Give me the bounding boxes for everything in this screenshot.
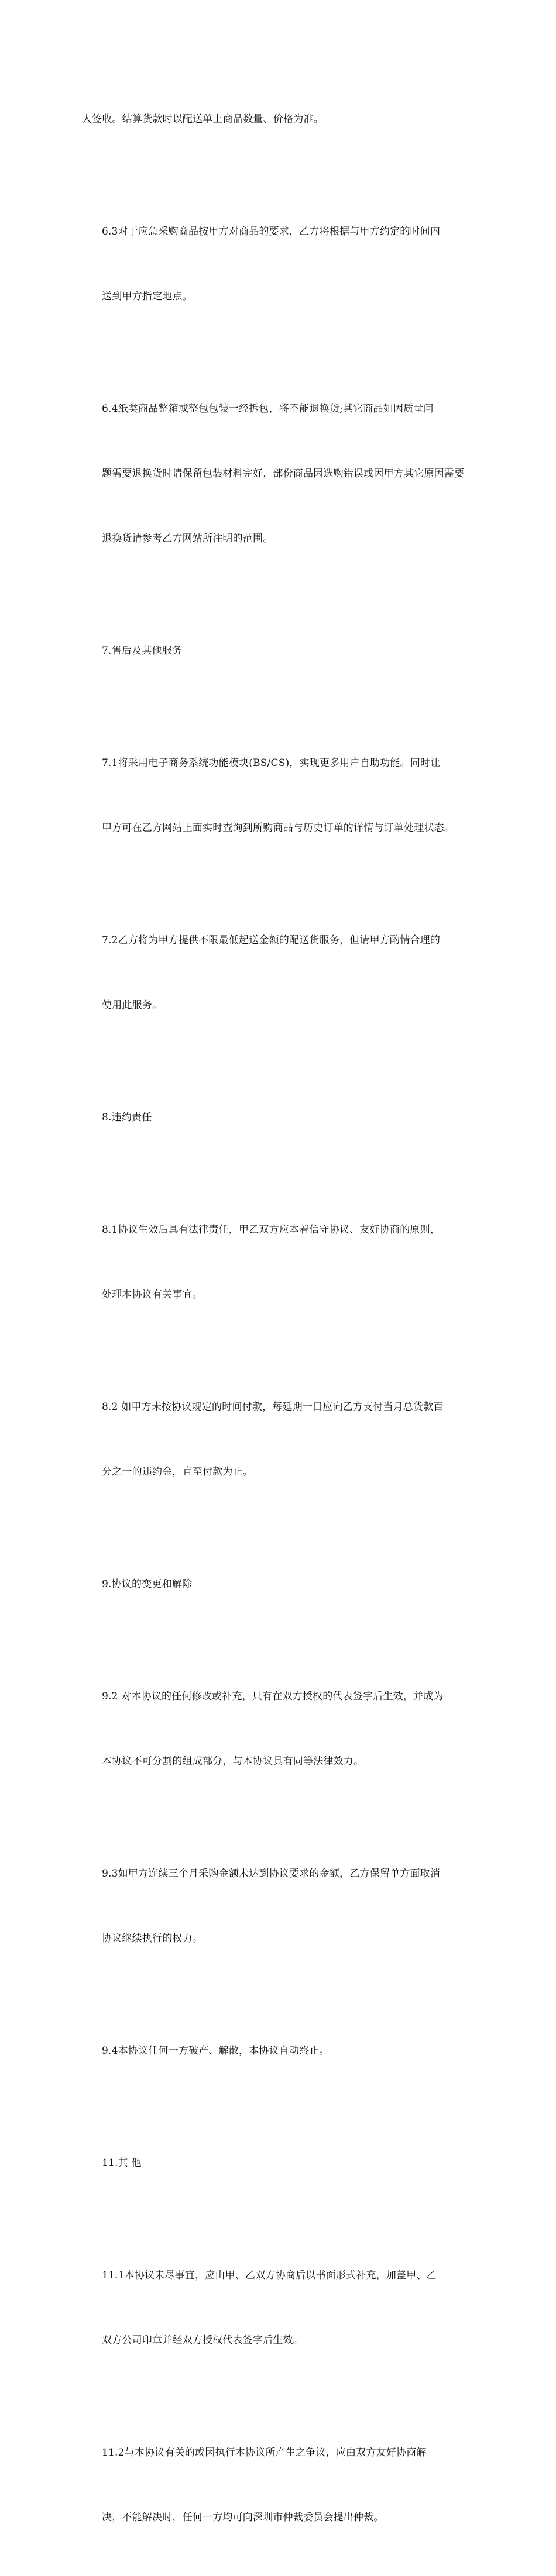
- paragraph-1: [82, 65, 480, 174]
- section-8-heading-text: 8.违约责任: [102, 1112, 152, 1123]
- paragraph-11-2-line-2: 决，不能解决时，任何一方均可向深圳市仲裁委员会提出仲裁。: [102, 2512, 384, 2523]
- paragraph-9-2-line-2: 本协议不可分割的组成部分，与本协议具有同等法律效力。: [102, 1756, 364, 1767]
- paragraph-6-3: [82, 178, 480, 351]
- paragraph-7-2: [82, 887, 480, 1060]
- paragraph-9-4-line-1: 9.4本协议任何一方破产、解散，本协议自动终止。: [102, 2045, 330, 2057]
- paragraph-9-3-line-2: 协议继续执行的权力。: [102, 1933, 203, 1944]
- paragraph-7-1: [82, 709, 480, 882]
- section-9-heading: [82, 1530, 480, 1639]
- paragraph-7-2-line-1: 7.2乙方将为甲方提供不限最低起送金额的配送货服务，但请甲方酌情合理的: [102, 934, 441, 946]
- paragraph-8-1-line-1: 8.1协议生效后具有法律责任，甲乙双方应本着信守协议、友好协商的原则，: [102, 1224, 441, 1236]
- paragraph-7-1-line-2: 甲方可在乙方网站上面实时查询到所购商品与历史订单的详情与订单处理状态。: [102, 822, 454, 834]
- paragraph-11-2-line-1: 11.2与本协议有关的或因执行本协议所产生之争议，应由双方友好协商解: [102, 2447, 427, 2458]
- paragraph-8-2: [82, 1353, 480, 1526]
- paragraph-7-2-line-2: 使用此服务。: [102, 999, 163, 1011]
- section-7-heading: [82, 597, 480, 705]
- paragraph-8-2-line-1: 8.2 如甲方未按协议规定的时间付款，每延期一日应向乙方支付当月总货款百: [102, 1401, 444, 1413]
- paragraph-9-3-line-1: 9.3如甲方连续三个月采购金额未达到协议要求的金额，乙方保留单方面取消: [102, 1868, 441, 1880]
- paragraph-9-2-line-1: 9.2 对本协议的任何修改或补充，只有在双方授权的代表签字后生效，并成为: [102, 1691, 444, 1702]
- paragraph-11-1: [82, 2222, 480, 2395]
- paragraph-8-2-line-2: 分之一的违约金，直至付款为止。: [102, 1466, 253, 1478]
- paragraph-6-4-line-3: 退换货请参考乙方网站所注明的范围。: [102, 533, 273, 544]
- section-8-heading: [82, 1064, 480, 1172]
- paragraph-1-line-1: 人签收。结算货款时以配送单上商品数量、价格为准。: [82, 113, 324, 125]
- paragraph-6-4-line-2: 题需要退换货时请保留包装材料完好，部份商品因选购错误或因甲方其它原因需要: [102, 468, 465, 480]
- paragraph-11-1-line-1: 11.1本协议未尽事宜，应由甲、乙双方协商后以书面形式补充，加盖甲、乙: [102, 2270, 437, 2281]
- section-11-heading: [82, 2109, 480, 2218]
- section-7-heading-text: 7.售后及其他服务: [102, 645, 183, 657]
- paragraph-11-1-line-2: 双方公司印章并经双方授权代表签字后生效。: [102, 2334, 303, 2346]
- paragraph-8-1-line-2: 处理本协议有关事宜。: [102, 1289, 203, 1301]
- paragraph-8-1: [82, 1176, 480, 1349]
- paragraph-11-2: [82, 2399, 480, 2572]
- paragraph-6-3-line-2: 送到甲方指定地点。: [102, 291, 193, 302]
- paragraph-6-4: [82, 355, 480, 593]
- paragraph-9-3: [82, 1820, 480, 1993]
- paragraph-9-2: [82, 1643, 480, 1816]
- paragraph-9-4: [82, 1997, 480, 2105]
- paragraph-6-4-line-1: 6.4纸类商品整箱或整包包装一经拆包，将不能退换货;其它商品如因质量问: [102, 403, 434, 415]
- section-11-heading-text: 11.其 他: [102, 2157, 142, 2169]
- paragraph-7-1-line-1: 7.1将采用电子商务系统功能模块(BS/CS)，实现更多用户自助功能。同时让: [102, 757, 441, 769]
- paragraph-6-3-line-1: 6.3对于应急采购商品按甲方对商品的要求，乙方将根据与甲方约定的时间内: [102, 226, 441, 237]
- section-9-heading-text: 9.协议的变更和解除: [102, 1578, 193, 1590]
- document-body: [82, 65, 480, 2576]
